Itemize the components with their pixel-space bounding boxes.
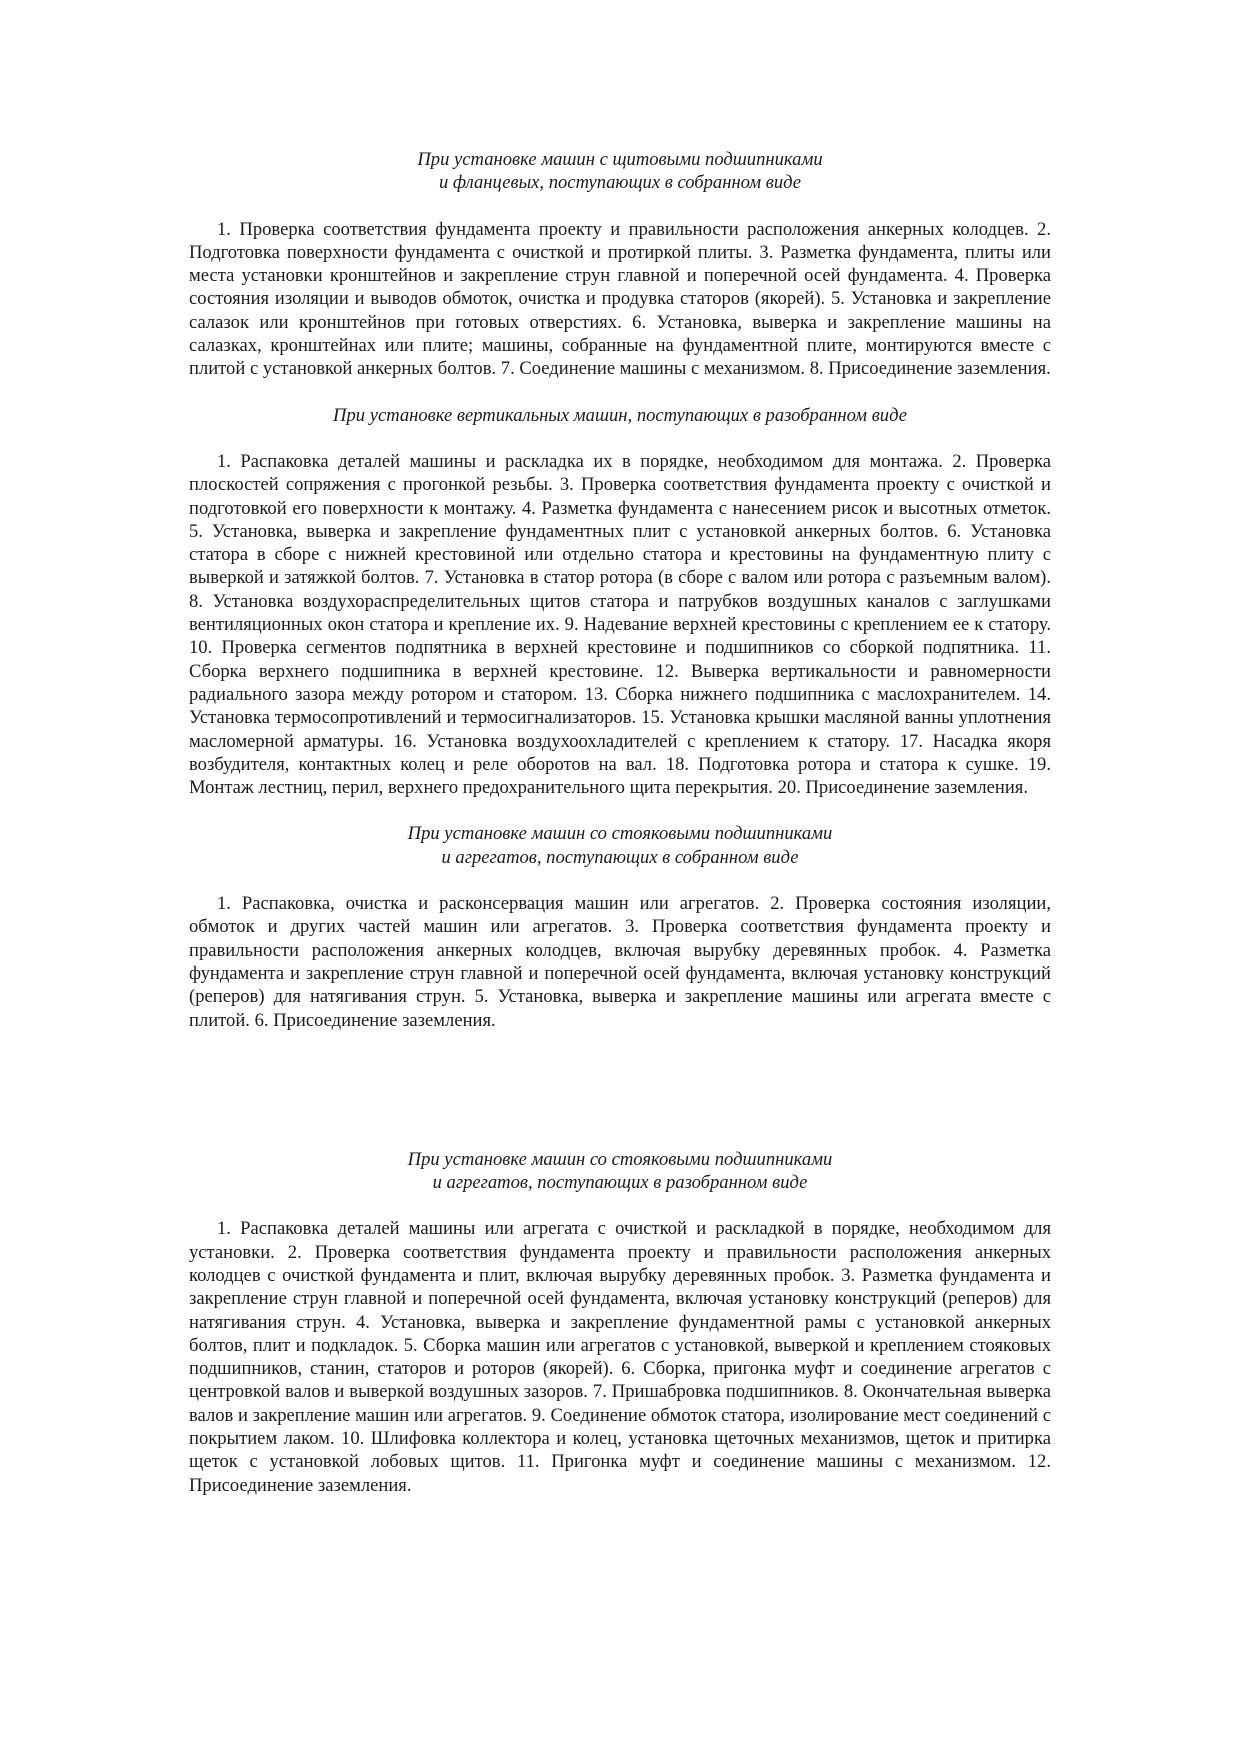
document-page bbox=[189, 148, 1051, 1497]
section-1-heading bbox=[189, 148, 1051, 195]
section-4-heading-line-1: При установке машин со стояковыми подшипниками bbox=[407, 1148, 833, 1170]
section-3-body: 1. Распаковка, очистка и расконсервация машин или агрегатов. 2. Проверка состояния изоляции, обмоток и других частей машин или агрегатов. 3. Проверка соответствия фундамента проекту и правильности расположения анкерных колодцев, включая вырубку деревянных пробок. 4. Разметка фундамента и закрепление струн главной и поперечной осей фундамента, включая установку конструкций (реперов) для натягивания струн. 5. Установка, выверка и закрепление машины или агрегата вместе с плитой. 6. Присоединение заземления. bbox=[189, 893, 1051, 1031]
section-4-body: 1. Распаковка деталей машины или агрегата с очисткой и раскладкой в порядке, необходимом для установки. 2. Проверка соответствия фундамента проекту и правильности расположения анкерных колодцев с очисткой фундамента и плит, включая вырубку деревянных пробок. 3. Разметка фундамента и закрепление струн главной и поперечной осей фундамента, включая установку конструкций (реперов) для натягивания струн. 4. Установка, выверка и закрепление фундаментной рамы с установкой анкерных болтов, плит и подкладок. 5. Сборка машин или агрегатов с установкой, выверкой и креплением стояковых подшипников, станин, статоров и роторов (якорей). 6. Сборка, пригонка муфт и соединение агрегатов с центровкой валов и выверкой воздушных зазоров. 7. Пришабровка подшипников. 8. Окончательная выверка валов и закрепление машин или агрегатов. 9. Соединение обмоток статора, изолирование мест соединений с покрытием лаком. 10. Шлифовка коллектора и колец, установка щеточных механизмов, щеток и притирка щеток с установкой лобовых щитов. 11. Пригонка муфт и соединение машины с механизмом. 12. Присоединение заземления. bbox=[189, 1218, 1051, 1496]
section-4-heading bbox=[189, 1148, 1051, 1195]
section-3-heading-line-2: и агрегатов, поступающих в собранном виде bbox=[441, 846, 799, 868]
section-1-body: 1. Проверка соответствия фундамента проекту и правильности расположения анкерных колодцев. 2. Подготовка поверхности фундамента с очисткой и протиркой плиты. 3. Разметка фундамента, плиты или места установки кронштейнов и закрепление струн главной и поперечной осей фундамента. 4. Проверка состояния изоляции и выводов обмоток, очистка и продувка статоров (якорей). 5. Установка и закрепление салазок или кронштейнов при готовых отверстиях. 6. Установка, выверка и закрепление машины на салазках, кронштейнах или плите; машины, собранные на фундаментной плите, монтируются вместе с плитой с установкой анкерных болтов. 7. Соединение машины с механизмом. 8. Присоединение заземления. bbox=[189, 218, 1051, 380]
section-3-heading-line-1: При установке машин со стояковыми подшипниками bbox=[407, 823, 833, 845]
section-3-heading bbox=[189, 822, 1051, 869]
section-2-body: 1. Распаковка деталей машины и раскладка их в порядке, необходимом для монтажа. 2. Проверка плоскостей сопряжения с прогонкой резьбы. 3. Проверка соответствия фундамента проекту с очисткой и подготовкой его поверхности к монтажу. 4. Разметка фундамента с нанесением рисок и высотных отметок. 5. Установка, выверка и закрепление фундаментных плит с установкой анкерных болтов. 6. Установка статора в сборе с нижней крестовиной или отдельно статора и крестовины на фундаментную плиту с выверкой и затяжкой болтов. 7. Установка в статор ротора (в сборе с валом или ротора с разъемным валом). 8. Установка воздухораспределительных щитов статора и патрубков воздушных каналов с заглушками вентиляционных окон статора и крепление их. 9. Надевание верхней крестовины с креплением ее к статору. 10. Проверка сегментов подпятника в верхней крестовине и подшипников со сборкой подпятника. 11. Сборка верхнего подшипника в верхней крестовине. 12. Выверка вертикальности и равномерности радиального зазора между ротором и статором. 13. Сборка нижнего подшипника с маслохранителем. 14. Установка термосопротивлений и термосигнализаторов. 15. Установка крышки масляной ванны уплотнения масломерной арматуры. 16. Установка воздухоохладителей с креплением к статору. 17. Насадка якоря возбудителя, контактных колец и реле оборотов на вал. 18. Подготовка ротора и статора к сушке. 19. Монтаж лестниц, перил, верхнего предохранительного щита перекрытия. 20. Присоединение заземления. bbox=[189, 450, 1051, 799]
section-1-heading-line-2: и фланцевых, поступающих в собранном виде bbox=[438, 172, 802, 194]
section-2-heading-line-1: При установке вертикальных машин, поступающих в разобранном виде bbox=[333, 404, 907, 426]
section-4-heading-line-2: и агрегатов, поступающих в разобранном виде bbox=[432, 1172, 808, 1194]
section-2-heading bbox=[189, 404, 1051, 427]
section-1-heading-line-1: При установке машин с щитовыми подшипниками bbox=[417, 149, 823, 170]
